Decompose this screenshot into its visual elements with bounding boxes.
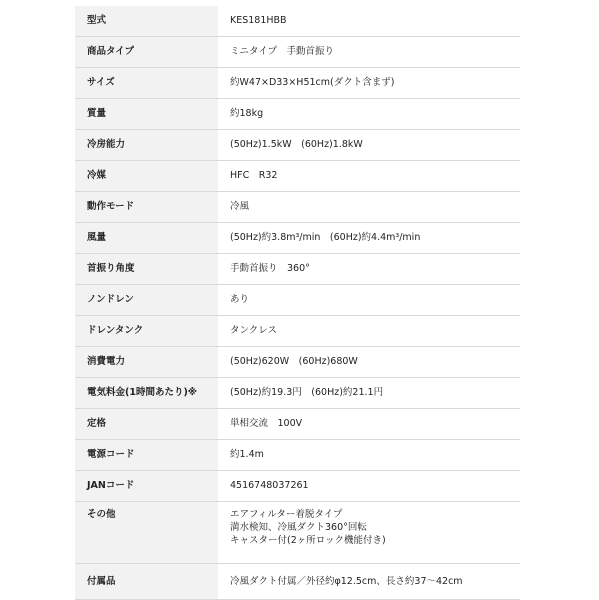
spec-row-drain-tank xyxy=(75,315,520,346)
spec-label: JANコード xyxy=(75,470,218,501)
spec-label: ノンドレン xyxy=(75,284,218,315)
spec-label: ドレンタンク xyxy=(75,315,218,346)
spec-label: 動作モード xyxy=(75,191,218,222)
spec-value-line: (50Hz)1.5kW (60Hz)1.8kW xyxy=(230,139,363,150)
spec-value-line: 手動首振り 360° xyxy=(230,263,310,274)
spec-value xyxy=(218,501,520,563)
spec-value xyxy=(218,470,520,501)
spec-label: 商品タイプ xyxy=(75,36,218,67)
spec-value-line: 4516748037261 xyxy=(230,480,309,491)
spec-value xyxy=(218,36,520,67)
spec-row-accessories xyxy=(75,563,520,599)
spec-value-line: 約18kg xyxy=(230,108,264,119)
spec-value-line: 約W47×D33×H51cm(ダクト含まず) xyxy=(230,77,395,88)
spec-row-rating xyxy=(75,408,520,439)
spec-label: 冷媒 xyxy=(75,160,218,191)
spec-value xyxy=(218,408,520,439)
spec-value xyxy=(218,191,520,222)
spec-value-line: (50Hz)約19.3円 (60Hz)約21.1円 xyxy=(230,387,384,398)
spec-value xyxy=(218,160,520,191)
spec-label: 付属品 xyxy=(75,563,218,599)
spec-value xyxy=(218,439,520,470)
spec-row-model xyxy=(75,6,520,36)
spec-row-weight xyxy=(75,98,520,129)
spec-label: サイズ xyxy=(75,67,218,98)
spec-label: 電源コード xyxy=(75,439,218,470)
spec-label: 消費電力 xyxy=(75,346,218,377)
spec-label: 電気料金(1時間あたり)※ xyxy=(75,377,218,408)
spec-value-line: 約1.4m xyxy=(230,449,264,460)
spec-label: 首振り角度 xyxy=(75,253,218,284)
spec-value-line: HFC R32 xyxy=(230,170,278,181)
spec-row-power-consumption xyxy=(75,346,520,377)
spec-value-line: 冷風 xyxy=(230,201,250,212)
spec-row-jan-code xyxy=(75,470,520,501)
spec-label: 質量 xyxy=(75,98,218,129)
spec-row-non-drain xyxy=(75,284,520,315)
spec-value xyxy=(218,253,520,284)
spec-value xyxy=(218,67,520,98)
spec-value-line: エアフィルター着脱タイプ xyxy=(230,508,343,520)
spec-row-other xyxy=(75,501,520,563)
spec-value xyxy=(218,6,520,36)
spec-table xyxy=(75,6,520,600)
spec-value xyxy=(218,129,520,160)
spec-value-line: キャスター付(2ヶ所ロック機能付き) xyxy=(230,534,386,546)
spec-value xyxy=(218,284,520,315)
spec-value-line: ミニタイプ 手動首振り xyxy=(230,46,335,57)
spec-value-line: 冷風ダクト付属／外径約φ12.5cm、長さ約37～42cm xyxy=(230,575,463,587)
spec-row-refrigerant xyxy=(75,160,520,191)
spec-value-line: あり xyxy=(230,294,250,305)
spec-row-swing-angle xyxy=(75,253,520,284)
spec-value xyxy=(218,222,520,253)
spec-row-cooling-capacity xyxy=(75,129,520,160)
spec-value xyxy=(218,98,520,129)
spec-value-line: KES181HBB xyxy=(230,15,287,27)
spec-label: 風量 xyxy=(75,222,218,253)
spec-value-line: 満水検知、冷風ダクト360°回転 xyxy=(230,521,367,533)
spec-label: 型式 xyxy=(75,6,218,36)
spec-row-airflow xyxy=(75,222,520,253)
spec-row-operation-mode xyxy=(75,191,520,222)
spec-value xyxy=(218,346,520,377)
spec-value-line: (50Hz)約3.8m³/min (60Hz)約4.4m³/min xyxy=(230,232,421,243)
spec-row-power-cord xyxy=(75,439,520,470)
spec-label: その他 xyxy=(75,501,218,563)
spec-row-product-type xyxy=(75,36,520,67)
spec-value xyxy=(218,315,520,346)
spec-value-line: (50Hz)620W (60Hz)680W xyxy=(230,356,358,367)
spec-row-electricity-cost xyxy=(75,377,520,408)
spec-row-size xyxy=(75,67,520,98)
spec-value-line: 単相交流 100V xyxy=(230,418,303,429)
spec-value-line: タンクレス xyxy=(230,325,278,336)
spec-value xyxy=(218,563,520,599)
spec-label: 定格 xyxy=(75,408,218,439)
spec-label: 冷房能力 xyxy=(75,129,218,160)
spec-value xyxy=(218,377,520,408)
